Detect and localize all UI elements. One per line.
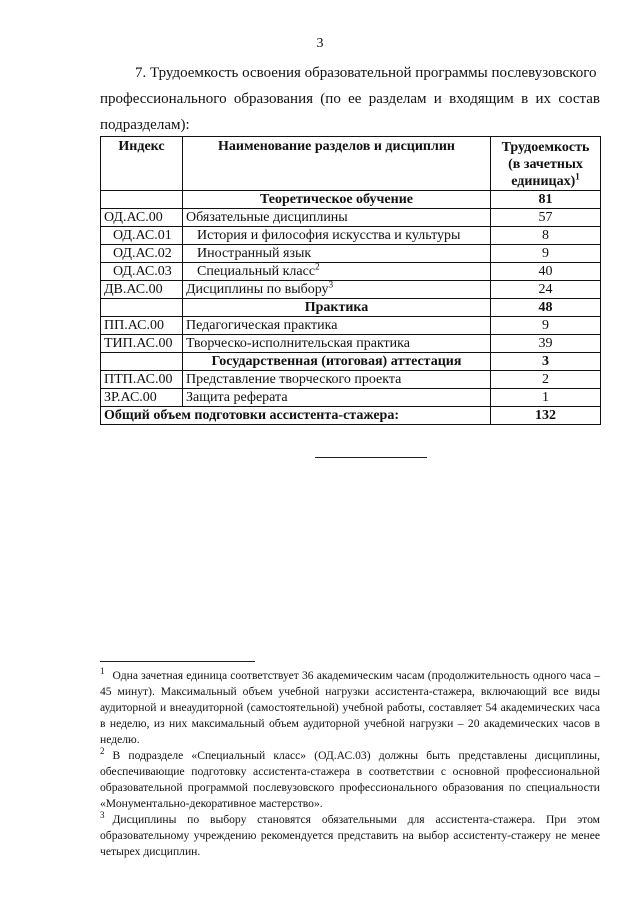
row-value: 2: [491, 371, 601, 389]
footnote-2: [100, 748, 600, 812]
intro-line-1: 7. Трудоемкость освоения образовательной программы послевузовского: [135, 65, 597, 81]
row-name: Иностранный язык: [183, 245, 491, 263]
table-row: [101, 371, 601, 389]
row-value: 40: [491, 263, 601, 281]
section-title: Государственная (итоговая) аттестация: [183, 353, 491, 371]
row-value: 39: [491, 335, 601, 353]
section-row-theory: [101, 191, 601, 209]
footnote-mark: 2: [100, 746, 105, 757]
row-name-cell: [183, 281, 491, 299]
table-row: [101, 263, 601, 281]
header-name: Наименование разделов и дисциплин: [183, 137, 491, 191]
row-value: 24: [491, 281, 601, 299]
footnote-ref-2: 2: [315, 262, 320, 271]
footnote-ref-1: 1: [575, 171, 580, 182]
section-title: Теоретическое обучение: [183, 191, 491, 209]
footnotes: [100, 668, 600, 860]
row-index: ОД.АС.03: [101, 263, 183, 281]
row-index: ДВ.АС.00: [101, 281, 183, 299]
header-credits-line-1: Трудоемкость: [501, 140, 590, 155]
table-row: [101, 389, 601, 407]
header-credits-line-3: единицах): [511, 174, 576, 189]
table-row: [101, 335, 601, 353]
row-name: Специальный класс: [197, 263, 316, 279]
footnote-text: Одна зачетная единица соответствует 36 академическим часам (продолжительность одного часа – 45 минут). Максимальный объем учебной нагрузки ассистента-стажера, включающий все виды аудиторной и внеаудиторной (самостоятельной) учебной работы, составляет 54 академических часа в неделю, из них максимальный объем аудиторной учебной нагрузки – 20 академических часов в неделю.: [100, 669, 600, 746]
section-divider: [315, 457, 427, 458]
table-row: [101, 227, 601, 245]
row-index: ОД.АС.01: [101, 227, 183, 245]
row-index: ОД.АС.02: [101, 245, 183, 263]
intro-rest: профессионального образования (по ее разделам и входящим в их состав подразделам):: [100, 91, 600, 133]
row-value: 1: [491, 389, 601, 407]
footnote-1: [100, 668, 600, 748]
footnote-ref-3: 3: [328, 280, 334, 289]
row-name: Дисциплины по выбору: [186, 281, 329, 297]
header-credits: [491, 137, 601, 191]
section-value: 48: [491, 299, 601, 317]
section-row-practice: [101, 299, 601, 317]
table-row: [101, 209, 601, 227]
page-number: 3: [316, 36, 324, 51]
credits-table: [100, 136, 601, 425]
total-value: 132: [491, 407, 601, 425]
row-value: 9: [491, 317, 601, 335]
row-name: Обязательные дисциплины: [183, 209, 491, 227]
row-index: ОД.АС.00: [101, 209, 183, 227]
row-index: ПП.АС.00: [101, 317, 183, 335]
table-row: [101, 245, 601, 263]
row-index: ЗР.АС.00: [101, 389, 183, 407]
row-value: 57: [491, 209, 601, 227]
footnote-text: Дисциплины по выбору становятся обязательными для ассистента-стажера. При этом образовательному учреждению рекомендуется представить на выбор ассистенту-стажеру не менее четырех дисциплин.: [100, 813, 600, 858]
row-name-cell: [183, 263, 491, 281]
row-name: Творческо-исполнительская практика: [183, 335, 491, 353]
row-name: Защита реферата: [183, 389, 491, 407]
intro-paragraph: [100, 60, 600, 138]
footnote-rule: [100, 661, 255, 662]
footnote-text: В подразделе «Специальный класс» (ОД.АС.03) должны быть представлены дисциплины, обеспечивающие подготовку ассистента-стажера в соответствии с основной профессиональной образовательной программой послевузовского профессионального образования по специальности «Монументально-декоративное мастерство».: [100, 749, 600, 810]
table-row: [101, 317, 601, 335]
table-header-row: [101, 137, 601, 191]
row-name: Педагогическая практика: [183, 317, 491, 335]
total-row: [101, 407, 601, 425]
header-index: Индекс: [101, 137, 183, 191]
section-value: 3: [491, 353, 601, 371]
footnote-mark: 1: [100, 666, 105, 677]
row-name: История и философия искусства и культуры: [183, 227, 491, 245]
table-row: [101, 281, 601, 299]
row-value: 9: [491, 245, 601, 263]
section-title: Практика: [183, 299, 491, 317]
header-credits-line-2: (в зачетных: [508, 157, 583, 172]
footnote-3: [100, 812, 600, 860]
row-index: ТИП.АС.00: [101, 335, 183, 353]
row-value: 8: [491, 227, 601, 245]
total-label: Общий объем подготовки ассистента-стажера:: [101, 407, 491, 425]
section-value: 81: [491, 191, 601, 209]
footnote-mark: 3: [100, 810, 105, 821]
section-row-attestation: [101, 353, 601, 371]
row-name: Представление творческого проекта: [183, 371, 491, 389]
row-index: ПТП.АС.00: [101, 371, 183, 389]
